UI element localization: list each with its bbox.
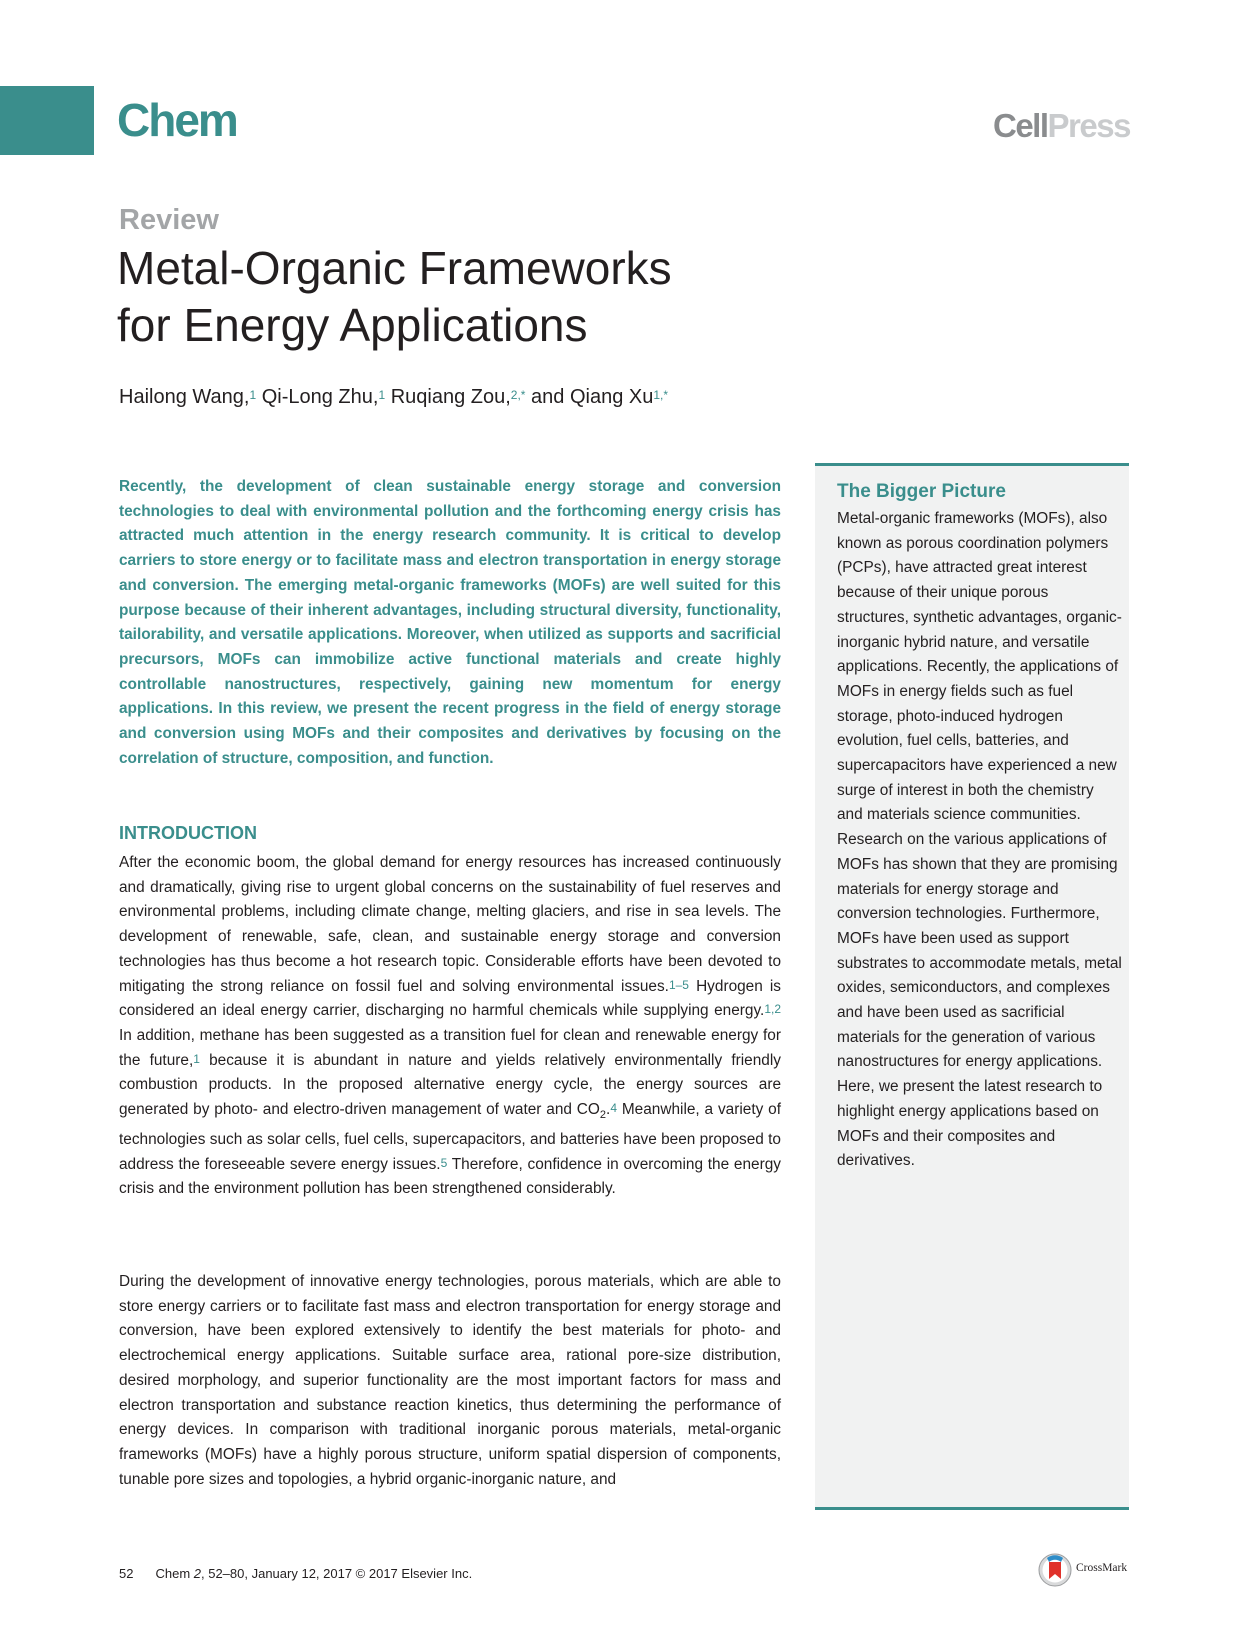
introduction-paragraph-1 [119, 851, 781, 1202]
citation-details: , 52–80, January 12, 2017 © 2017 Elsevier Inc. [201, 1566, 473, 1581]
title-line-1: Metal-Organic Frameworks [117, 242, 672, 294]
page-footer [119, 1565, 472, 1583]
crossmark-badge[interactable] [1038, 1553, 1138, 1589]
author-name: Ruqiang Zou, [390, 386, 511, 408]
crossmark-label[interactable]: CrossMark [1076, 1562, 1128, 1574]
introduction-heading: INTRODUCTION [119, 823, 257, 843]
citation-reference[interactable]: 5 [440, 1155, 448, 1170]
crossmark-icon[interactable] [1038, 1553, 1072, 1587]
intro-text-run: Meanwhile, a variety of technologies such as solar cells, fuel cells, supercapacitors, and batteries have been proposed to address the foreseeable severe energy issues. [119, 1101, 781, 1173]
citation-reference[interactable]: 1 [193, 1051, 200, 1066]
intro-text-run: . [606, 1101, 611, 1119]
author-name: and Qiang Xu [531, 386, 654, 408]
introduction-paragraph-2: During the development of innovative energy technologies, porous materials, which are able to store energy carriers or to facilitate fast mass and electron transportation for energy storage and conversion, have been explored extensively to identify the best materials for photo- and electrochemical energy applications. Suitable surface area, rational pore-size distribution, desired morphology, and superior functionality are the most important factors for mass and electron transportation and substance reaction kinetics, thus determining the performance of energy devices. In comparison with traditional inorganic porous materials, metal-organic frameworks (MOFs) have a highly porous structure, uniform spatial dispersion of components, tunable pore sizes and topologies, a hybrid organic-inorganic nature, and [119, 1273, 781, 1488]
bigger-picture-title: The Bigger Picture [837, 481, 1006, 502]
author-affiliation[interactable]: 1 [378, 388, 386, 402]
publisher-logo-press: Press [1047, 107, 1130, 144]
chemical-subscript: 2 [599, 1109, 607, 1122]
intro-text-run: In addition, methane has been suggested as a transition fuel for clean and renewable energy for the future, [119, 1026, 781, 1069]
author-affiliation[interactable]: 1 [249, 388, 257, 402]
journal-color-block [0, 86, 94, 155]
intro-text-run: because it is abundant in nature and yields relatively environmentally friendly combustion products. In the proposed alternative energy cycle, the energy sources are generated by photo- and electro-driven management of water and CO [119, 1051, 781, 1119]
abstract: Recently, the development of clean sustainable energy storage and conversion technologies to deal with environmental pollution and the forthcoming energy crisis has attracted much attention in the energy research community. It is critical to develop carriers to store energy or to facilitate mass and electron transportation in energy storage and conversion. The emerging metal-organic frameworks (MOFs) are well suited for this purpose because of their inherent advantages, including structural diversity, functionality, tailorability, and versatile applications. Moreover, when utilized as supports and sacrificial precursors, MOFs can immobilize active functional materials and create highly controllable nanostructures, respectively, gaining new momentum for energy applications. In this review, we present the recent progress in the field of energy storage and conversion using MOFs and their composites and derivatives by focusing on the correlation of structure, composition, and function. [119, 478, 781, 767]
title-line-2: for Energy Applications [117, 299, 588, 351]
bigger-picture-box [815, 463, 1129, 1510]
author-name: Hailong Wang, [119, 386, 250, 408]
citation-journal: Chem [155, 1566, 194, 1581]
author-list [119, 383, 668, 411]
citation-reference[interactable]: 4 [610, 1101, 617, 1116]
author-affiliation[interactable]: 2,* [510, 388, 526, 402]
intro-text-run: Hydrogen is considered an ideal energy carrier, discharging no harmful chemicals while supplying energy. [119, 977, 782, 1020]
author-name: Qi-Long Zhu, [261, 386, 379, 408]
page-number: 52 [119, 1566, 134, 1581]
publisher-logo-cell: Cell [993, 107, 1048, 144]
citation-volume: 2 [193, 1566, 201, 1581]
citation-reference[interactable]: 1–5 [668, 977, 689, 992]
journal-logo: Chem [117, 94, 237, 146]
citation-reference[interactable]: 1,2 [764, 1002, 781, 1017]
article-title [117, 240, 817, 354]
bigger-picture-body: Metal-organic frameworks (MOFs), also known as porous coordination polymers (PCPs), have attracted great interest because of their unique porous structures, synthetic advantages, organic-inorganic hybrid nature, and versatile applications. Recently, the applications of MOFs in energy fields such as fuel storage, photo-induced hydrogen evolution, fuel cells, batteries, and supercapacitors have experienced a new surge of interest in both the chemistry and materials science communities. Research on the various applications of MOFs has shown that they are promising materials for energy storage and conversion technologies. Furthermore, MOFs have been used as support substrates to accommodate metals, metal oxides, semiconductors, and complexes and have been used as sacrificial materials for the generation of various nanostructures for energy applications. Here, we present the latest research to highlight energy applications based on MOFs and their composites and derivatives. [837, 510, 1122, 1170]
intro-text-run: Therefore, confidence in overcoming the energy crisis and the environment pollution has been strengthened considerably. [119, 1155, 781, 1198]
publisher-logo [993, 106, 1130, 146]
intro-text-run: After the economic boom, the global demand for energy resources has increased continuously and dramatically, giving rise to urgent global concerns on the sustainability of fuel reserves and environmental problems, including climate change, melting glaciers, and rise in sea levels. The development of renewable, safe, clean, and sustainable energy storage and conversion technologies has thus become a hot research topic. Considerable efforts have been devoted to mitigating the strong reliance on fossil fuel and solving environmental issues. [119, 854, 781, 995]
article-type-label: Review [119, 204, 219, 236]
author-affiliation[interactable]: 1,* [653, 388, 669, 402]
